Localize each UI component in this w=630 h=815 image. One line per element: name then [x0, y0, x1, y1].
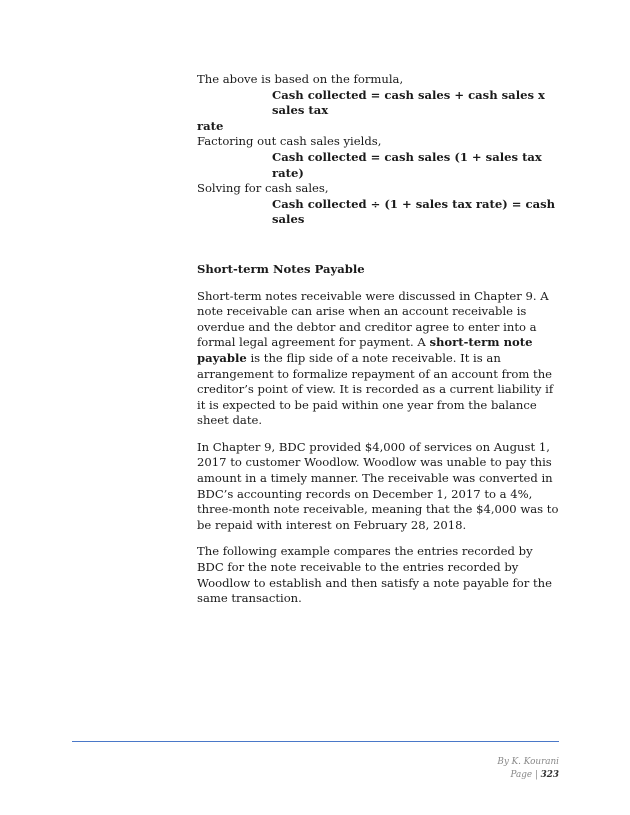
formula-solved: Cash collected ÷ (1 + sales tax rate) = cash sales — [272, 196, 556, 227]
page-number: 323 — [540, 770, 559, 780]
footer-page-label: Page | — [510, 770, 541, 780]
footer-page — [497, 769, 559, 782]
section-heading: Short-term Notes Payable — [197, 261, 365, 276]
formula-intro-text: The above is based on the formula, — [197, 72, 404, 86]
formula-cash-collected: Cash collected = cash sales + cash sales x sales tax — [272, 87, 545, 118]
paragraph-text: Short-term notes receivable were discussed in Chapter 9. A note receivable can arise when an account receivable is overdue and the debtor and creditor agree to enter into a formal legal agreement for payment. A — [197, 288, 549, 350]
formula-cash-collected-continued: rate — [197, 118, 224, 133]
term-short-term-note-payable: short-term note payable — [197, 335, 533, 365]
formula-factored: Cash collected = cash sales (1 + sales tax rate) — [272, 149, 542, 180]
paragraph-comparison: The following example compares the entries recorded by BDC for the note receivable to the entries recorded by Woodlow to establish and then satisfy a note payable for the same transaction. — [197, 544, 552, 606]
solving-text: Solving for cash sales, — [197, 181, 329, 196]
footer-divider — [72, 741, 559, 742]
page-footer — [497, 756, 559, 782]
page-content — [197, 70, 559, 607]
paragraph-notes-definition — [197, 289, 559, 429]
footer-author: By K. Kourani — [497, 757, 559, 767]
factoring-text: Factoring out cash sales yields, — [197, 134, 382, 149]
paragraph-bdc-example: In Chapter 9, BDC provided $4,000 of services on August 1, 2017 to customer Woodlow. Woodlow was unable to pay this amount in a timely manner. The receivable was converted in BDC’s accounting records on December 1, 2017 to a 4%, three-month note receivable, meaning that the $4,000 was to be repaid with interest on February 28, 2018. — [197, 439, 559, 532]
paragraph-text: is the flip side of a note receivable. It is an arrangement to formalize repayment of an account from the creditor’s point of view. It is recorded as a current liability if it is expected to be paid within one year from the balance sheet date. — [197, 350, 554, 428]
